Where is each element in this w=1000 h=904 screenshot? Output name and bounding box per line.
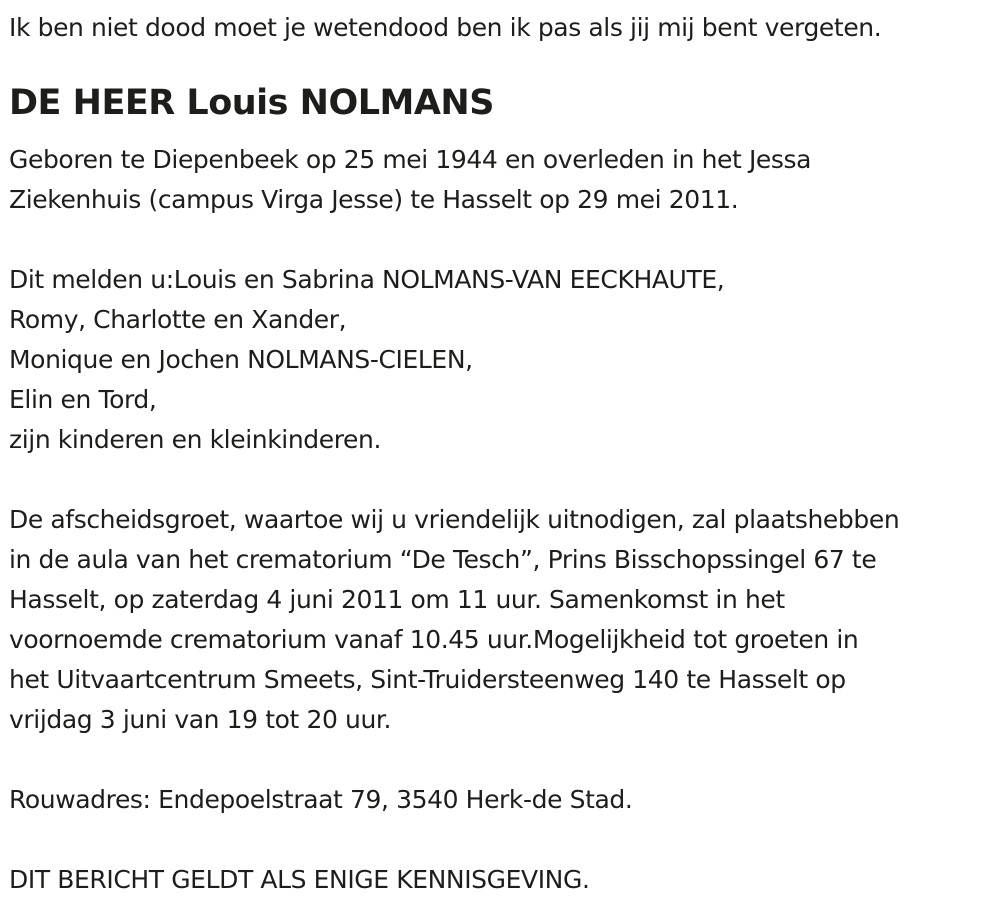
notice-line: Dit melden u:Louis en Sabrina NOLMANS-VAN EECKHAUTE,	[9, 265, 725, 294]
notice-line: vrijdag 3 juni van 19 tot 20 uur.	[9, 705, 392, 734]
notice-line: Romy, Charlotte en Xander,	[9, 305, 347, 334]
notice-paragraph	[9, 260, 994, 460]
notice-paragraph	[9, 780, 994, 820]
notice-line: De afscheidsgroet, waartoe wij u vriendelijk uitnodigen, zal plaatshebben	[9, 505, 900, 534]
notice-line: het Uitvaartcentrum Smeets, Sint-Truidersteenweg 140 te Hasselt op	[9, 665, 846, 694]
notice-body	[9, 140, 994, 900]
notice-line: zijn kinderen en kleinkinderen.	[9, 425, 382, 454]
notice-paragraph	[9, 500, 994, 740]
epigraph-line: Ik ben niet dood moet je wetendood ben ik pas als jij mij bent vergeten.	[9, 13, 882, 42]
deceased-name-heading: DE HEER Louis NOLMANS	[9, 83, 494, 123]
notice-line: Hasselt, op zaterdag 4 juni 2011 om 11 uur. Samenkomst in het	[9, 585, 785, 614]
notice-line: Geboren te Diepenbeek op 25 mei 1944 en overleden in het Jessa	[9, 145, 812, 174]
notice-line: voornoemde crematorium vanaf 10.45 uur.Mogelijkheid tot groeten in	[9, 625, 859, 654]
notice-line: in de aula van het crematorium “De Tesch”, Prins Bisschopssingel 67 te	[9, 545, 877, 574]
notice-paragraph	[9, 140, 994, 220]
notice-line: Rouwadres: Endepoelstraat 79, 3540 Herk-de Stad.	[9, 785, 633, 814]
notice-line: DIT BERICHT GELDT ALS ENIGE KENNISGEVING.	[9, 865, 590, 894]
notice-line: Elin en Tord,	[9, 385, 157, 414]
notice-paragraph	[9, 860, 994, 900]
notice-line: Ziekenhuis (campus Virga Jesse) te Hasselt op 29 mei 2011.	[9, 185, 739, 214]
notice-line: Monique en Jochen NOLMANS-CIELEN,	[9, 345, 473, 374]
